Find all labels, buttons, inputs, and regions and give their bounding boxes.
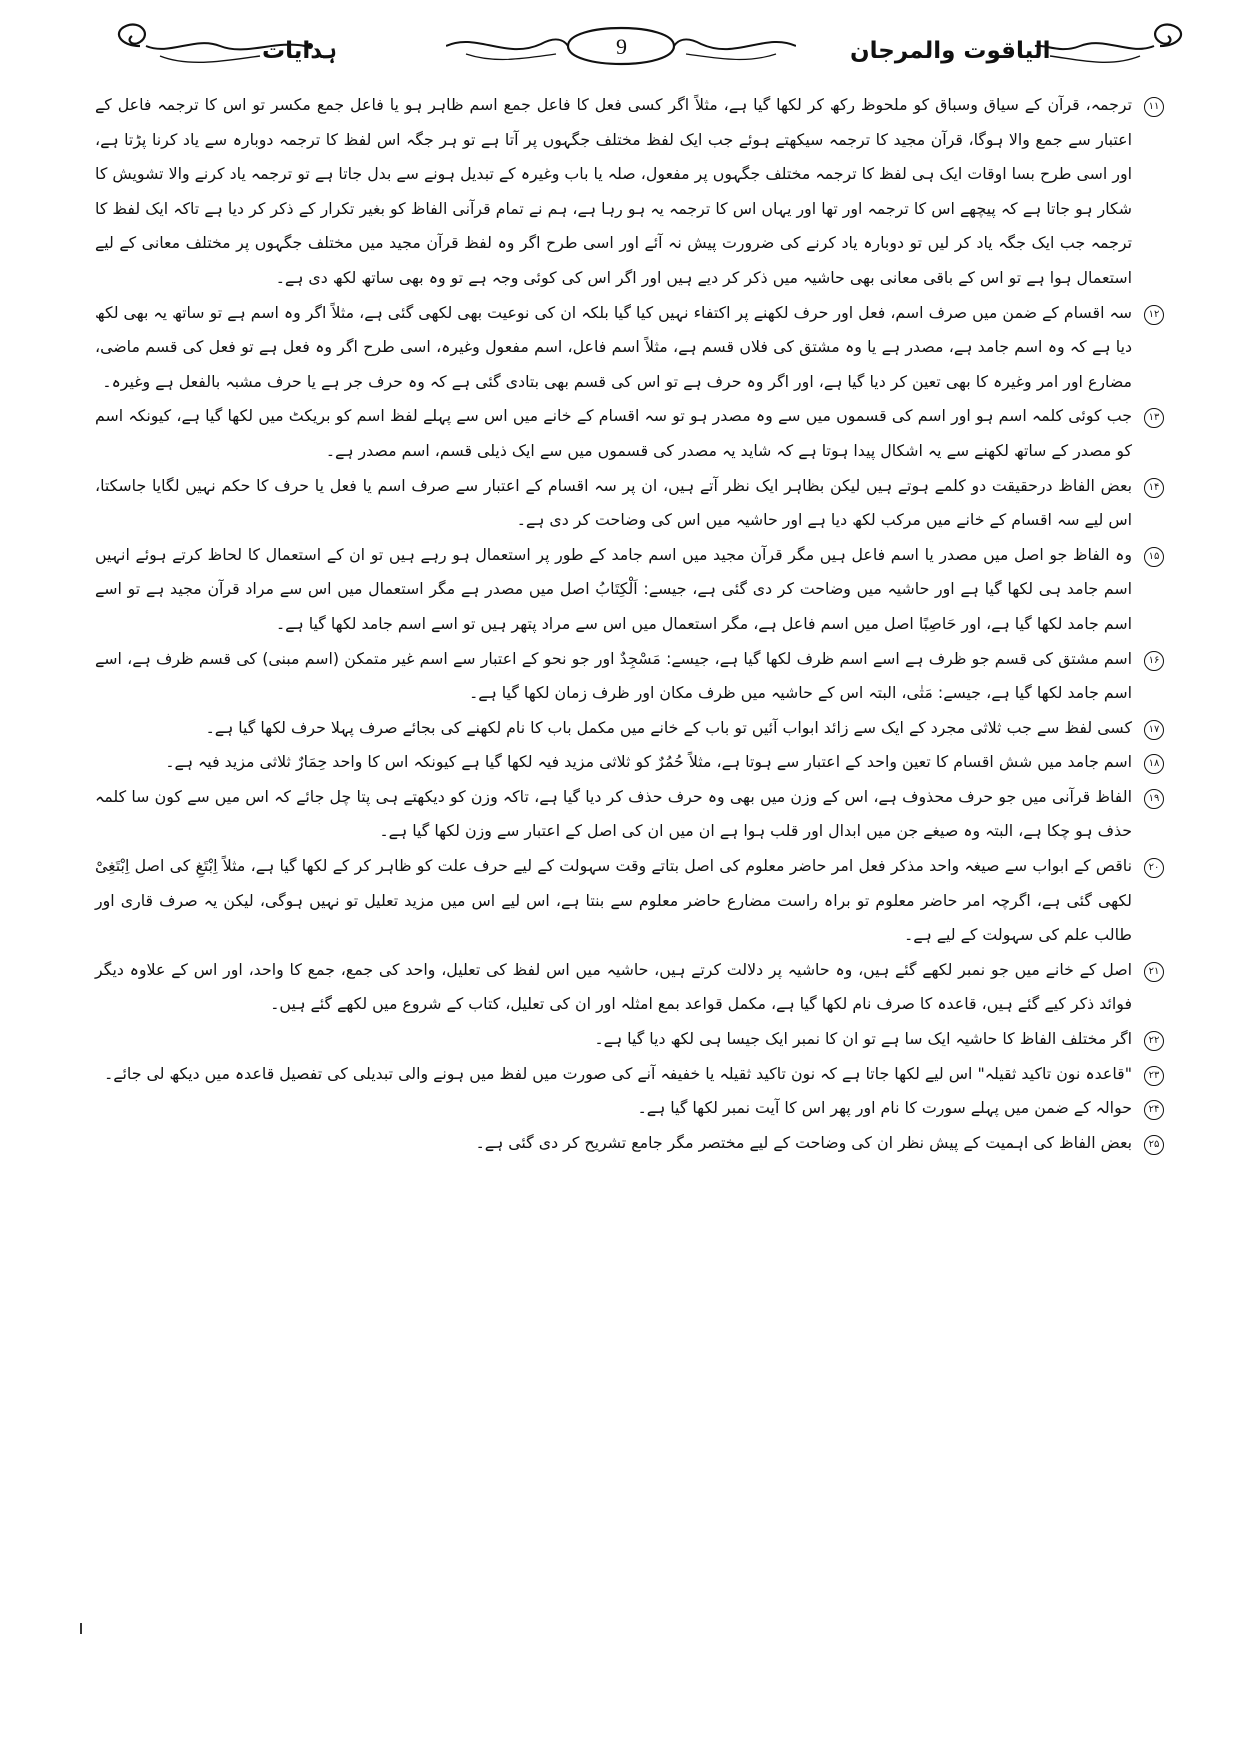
- margin-mark: [80, 1623, 82, 1634]
- item-number-badge: ۲۰: [1144, 858, 1164, 878]
- item-text: ترجمہ، قرآن کے سیاق وسباق کو ملحوظ رکھ کر لکھا گیا ہے، مثلاً اگر کسی فعل کا فاعل جمع اسم ظاہر ہو یا فاعل جمع مکسر تو اس کا ترجمہ فاعل کے اعتبار سے جمع والا ہوگا، قرآن مجید کا ترجمہ سیکھتے ہوئے جب ایک لفظ مختلف جگہوں پر آتا ہے تو ہر جگہ اس لفظ کا ترجمہ دوبارہ سے یاد کرنا پڑتا ہے، اور اسی طرح بسا اوقات ایک ہی لفظ کا ترجمہ مختلف جگہوں پر مفعول، صلہ یا باب وغیرہ کے تبدیل ہونے سے بدل جاتا ہے تو ترجمہ یاد کرنے والا تشویش کا شکار ہو جاتا ہے کہ پیچھے اس کا ترجمہ اور تھا اور یہاں اس کا ترجمہ یہ ہو رہا ہے، ہم نے تمام قرآنی الفاظ کو بغیر تکرار کے ذکر کر دیا ہے تاکہ ایک لفظ کا ترجمہ جب ایک جگہ یاد کر لیں تو دوبارہ یاد کرنے کی ضرورت پیش نہ آئے اور اسی طرح اگر وہ لفظ قرآن مجید میں مختلف جگہوں پر مختلف معانی کے لیے استعمال ہوا ہے تو اس کے باقی معانی بھی حاشیہ میں ذکر کر دیے ہیں اور اگر اس کی کوئی وجہ ہے تو وہ بھی ساتھ لکھ دی ہے۔: [95, 95, 1132, 287]
- instruction-item: [95, 296, 1160, 400]
- instructions-list: [95, 88, 1160, 1160]
- instruction-item: [95, 780, 1160, 849]
- item-text: حوالہ کے ضمن میں پہلے سورت کا نام اور پھر اس کا آیت نمبر لکھا گیا ہے۔: [637, 1098, 1132, 1118]
- item-number-badge: ۲۵: [1144, 1135, 1164, 1155]
- instruction-item: [95, 711, 1160, 746]
- instruction-item: [95, 88, 1160, 296]
- item-number-badge: ۱۲: [1144, 305, 1164, 325]
- item-text: بعض الفاظ درحقیقت دو کلمے ہوتے ہیں لیکن بظاہر ایک نظر آتے ہیں، ان پر سہ اقسام کے اعتبار سے صرف اسم یا فعل یا حرف کا حکم نہیں لگایا جاسکتا، اس لیے سہ اقسام کے خانے میں مرکب لکھ دیا ہے اور حاشیہ میں اس کی وضاحت کر دی ہے۔: [95, 475, 1132, 530]
- book-title: الیاقوت والمرجان: [850, 38, 1051, 64]
- item-number-badge: ۱۹: [1144, 789, 1164, 809]
- item-text: الفاظ قرآنی میں جو حرف محذوف ہے، اس کے وزن میں بھی وہ حرف حذف کر دیا گیا ہے، تاکہ وزن کو دیکھتے ہی پتا چل جائے کہ اس میں سے کون سا کلمہ حذف ہو چکا ہے، البتہ وہ صیغے جن میں ابدال اور قلب ہوا ہے ان میں ان کی اصل کے اعتبار سے وزن لکھا گیا ہے۔: [95, 786, 1132, 841]
- item-number-badge: ۲۳: [1144, 1066, 1164, 1086]
- item-text: اصل کے خانے میں جو نمبر لکھے گئے ہیں، وہ حاشیہ پر دلالت کرتے ہیں، حاشیہ میں اس لفظ کی تعلیل، واحد کی جمع، جمع کا واحد، اور اس کے علاوہ دیگر فوائد ذکر کیے گئے ہیں، قاعدہ کا صرف نام لکھا گیا ہے، مکمل قواعد بمع امثلہ اور ان کی تعلیل، کتاب کے شروع میں لکھے گئے ہیں۔: [95, 959, 1132, 1014]
- instruction-item: [95, 469, 1160, 538]
- item-text: کسی لفظ سے جب ثلاثی مجرد کے ایک سے زائد ابواب آئیں تو باب کے خانے میں مکمل باب کا نام لکھنے کی بجائے صرف پہلا حرف لکھا گیا ہے۔: [205, 717, 1132, 737]
- item-number-badge: ۱۴: [1144, 478, 1164, 498]
- instruction-item: [95, 745, 1160, 780]
- instruction-item: [95, 1057, 1160, 1092]
- instruction-item: [95, 1022, 1160, 1057]
- item-text: ناقص کے ابواب سے صیغہ واحد مذکر فعل امر حاضر معلوم کی اصل بتاتے وقت سہولت کے لیے حرف علت کو ظاہر کر کے لکھا گیا ہے، مثلاً اِبْتَغِ کی اصل اِبْتَغِیْ لکھی گئی ہے، اگرچہ امر حاضر معلوم تو براہ راست مضارع حاضر معلوم سے بنتا ہے، اس لیے اس میں مزید تعلیل تو نہیں ہوگی، لیکن یہ صرف قاری اور طالب علم کی سہولت کے لیے ہے۔: [95, 856, 1132, 945]
- right-corner-flourish-ornament: [1030, 16, 1200, 74]
- item-text: اسم مشتق کی قسم جو ظرف ہے اسے اسم ظرف لکھا گیا ہے، جیسے: مَسْجِدٌ اور جو نحو کے اعتبار سے اسم غیر متمکن (اسم مبنی) کی قسم ظرف ہے، اسے اسم جامد لکھا گیا ہے، جیسے: مَتٰی، البتہ اس کے حاشیہ میں ظرف مکان اور ظرف زمان لکھا گیا ہے۔: [95, 648, 1132, 703]
- item-text: اسم جامد میں شش اقسام کا تعین واحد کے اعتبار سے ہوتا ہے، مثلاً حُمُرٌ کو ثلاثی مزید فیہ لکھا گیا ہے کیونکہ اس کا واحد حِمَارٌ ثلاثی مزید فیہ ہے۔: [165, 752, 1132, 772]
- item-number-badge: ۱۷: [1144, 720, 1164, 740]
- item-text: وہ الفاظ جو اصل میں مصدر یا اسم فاعل ہیں مگر قرآن مجید میں اسم جامد کے طور پر استعمال ہو رہے ہیں تو ان کے استعمال کا لحاظ کرتے ہوئے انہیں اسم جامد ہی لکھا گیا ہے اور حاشیہ میں وضاحت کر دی گئی ہے، جیسے: اَلْکِتَابُ اصل میں مصدر ہے مگر استعمال میں اس سے مراد قرآن مجید ہے تو اسے اسم جامد لکھا گیا ہے، اور حَاصِبًا اصل میں اسم فاعل ہے، مگر استعمال میں اس سے مراد پتھر ہیں تو اسے اسم جامد لکھا گیا ہے۔: [95, 544, 1132, 633]
- item-number-badge: ۲۴: [1144, 1100, 1164, 1120]
- instruction-item: [95, 849, 1160, 953]
- page-number: 9: [616, 34, 627, 59]
- item-text: جب کوئی کلمہ اسم ہو اور اسم کی قسموں میں سے وہ مصدر ہو تو سہ اقسام کے خانے میں اس سے پہلے لفظ اسم کو بریکٹ میں لکھا گیا ہے، کیونکہ اسم کو مصدر کے ساتھ لکھنے سے یہ اشکال پیدا ہوتا ہے کہ شاید یہ مصدر کی قسموں میں سے ایک ذیلی قسم، اسم مصدر ہے۔: [95, 406, 1132, 460]
- item-number-badge: ۱۸: [1144, 754, 1164, 774]
- instruction-item: [95, 953, 1160, 1022]
- item-number-badge: ۱۳: [1144, 408, 1164, 428]
- item-text: اگر مختلف الفاظ کا حاشیہ ایک سا ہے تو ان کا نمبر ایک جیسا ہی لکھ دیا گیا ہے۔: [594, 1029, 1132, 1049]
- item-number-badge: ۱۵: [1144, 547, 1164, 567]
- item-number-badge: ۱۶: [1144, 651, 1164, 671]
- page-header: [0, 0, 1240, 95]
- instruction-item: [95, 642, 1160, 711]
- item-text: بعض الفاظ کی اہمیت کے پیش نظر ان کی وضاحت کے لیے مختصر مگر جامع تشریح کر دی گئی ہے۔: [475, 1132, 1132, 1152]
- section-title: ہدایات: [262, 38, 338, 64]
- instruction-item: [95, 1126, 1160, 1161]
- item-number-badge: ۲۲: [1144, 1031, 1164, 1051]
- instruction-item: [95, 538, 1160, 642]
- instruction-item: [95, 399, 1160, 468]
- instruction-item: [95, 1091, 1160, 1126]
- item-number-badge: ۲۱: [1144, 962, 1164, 982]
- item-text: سہ اقسام کے ضمن میں صرف اسم، فعل اور حرف لکھنے پر اکتفاء نہیں کیا گیا بلکہ ان کی نوعیت بھی لکھی گئی ہے، مثلاً اگر وہ اسم ہے تو ساتھ یہ بھی لکھ دیا ہے کہ وہ اسم جامد ہے، مصدر ہے یا وہ مشتق کی فلاں قسم ہے، مثلاً اسم فاعل، اسم مفعول وغیرہ، اسی طرح اگر وہ فعل ہے تو فعل کی قسم ماضی، مضارع اور امر وغیرہ کا بھی تعین کر دیا گیا ہے، اور اگر وہ حرف ہے تو اس کی قسم بھی بتادی گئی ہے کہ وہ حرف جر ہے یا حرف مشبہ بالفعل ہے وغیرہ۔: [95, 302, 1132, 391]
- item-number-badge: ۱۱: [1144, 97, 1164, 117]
- item-text: "قاعدہ نون تاکید ثقیلہ" اس لیے لکھا جاتا ہے کہ نون تاکید ثقیلہ یا خفیفہ آنے کی صورت میں لفظ میں ہونے والی تبدیلی کی تفصیل قاعدہ میں دیکھ لی جائے۔: [103, 1063, 1132, 1083]
